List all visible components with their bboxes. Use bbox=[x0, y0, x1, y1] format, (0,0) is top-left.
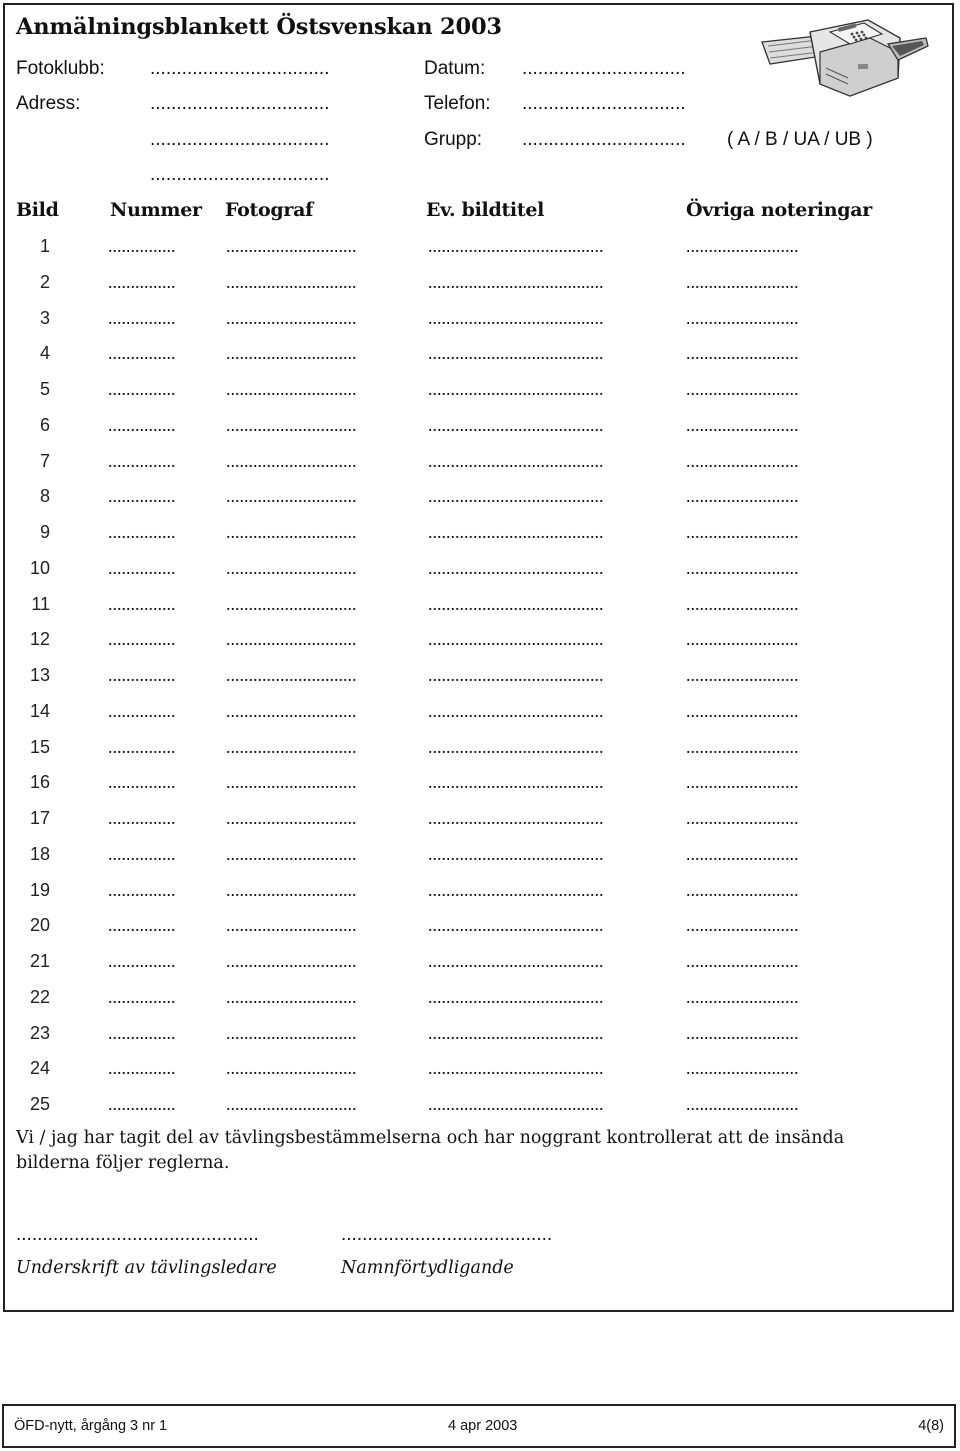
row-nummer-field[interactable]: ............... bbox=[108, 772, 176, 792]
row-noteringar-field[interactable]: ......................... bbox=[686, 1094, 799, 1114]
fax-machine-icon bbox=[760, 12, 930, 104]
row-noteringar-field[interactable]: ......................... bbox=[686, 415, 799, 435]
column-header-bild: Bild bbox=[16, 199, 59, 221]
row-number: 17 bbox=[29, 808, 50, 828]
row-nummer-field[interactable]: ............... bbox=[108, 808, 176, 828]
row-titel-field[interactable]: ....................................... bbox=[428, 701, 604, 721]
row-titel-field[interactable]: ....................................... bbox=[428, 522, 604, 542]
row-fotograf-field[interactable]: ............................. bbox=[226, 343, 357, 363]
adress-field-3[interactable]: .................................. bbox=[150, 164, 330, 185]
row-noteringar-field[interactable]: ......................... bbox=[686, 629, 799, 649]
adress-field-2[interactable]: .................................. bbox=[150, 129, 330, 150]
row-nummer-field[interactable]: ............... bbox=[108, 272, 176, 292]
row-titel-field[interactable]: ....................................... bbox=[428, 1094, 604, 1114]
grupp-options: ( A / B / UA / UB ) bbox=[727, 129, 873, 150]
row-number: 12 bbox=[29, 629, 50, 649]
row-fotograf-field[interactable]: ............................. bbox=[226, 415, 357, 435]
row-fotograf-field[interactable]: ............................. bbox=[226, 629, 357, 649]
row-noteringar-field[interactable]: ......................... bbox=[686, 844, 799, 864]
row-nummer-field[interactable]: ............... bbox=[108, 629, 176, 649]
row-noteringar-field[interactable]: ......................... bbox=[686, 1058, 799, 1078]
row-titel-field[interactable]: ....................................... bbox=[428, 379, 604, 399]
row-nummer-field[interactable]: ............... bbox=[108, 665, 176, 685]
row-fotograf-field[interactable]: ............................. bbox=[226, 272, 357, 292]
row-titel-field[interactable]: ....................................... bbox=[428, 308, 604, 328]
row-nummer-field[interactable]: ............... bbox=[108, 1023, 176, 1043]
row-number: 16 bbox=[29, 772, 50, 792]
row-titel-field[interactable]: ....................................... bbox=[428, 772, 604, 792]
telefon-field[interactable]: ............................... bbox=[522, 93, 686, 114]
row-noteringar-field[interactable]: ......................... bbox=[686, 236, 799, 256]
row-fotograf-field[interactable]: ............................. bbox=[226, 1023, 357, 1043]
row-number: 13 bbox=[29, 665, 50, 685]
row-titel-field[interactable]: ....................................... bbox=[428, 808, 604, 828]
row-titel-field[interactable]: ....................................... bbox=[428, 486, 604, 506]
row-number: 19 bbox=[29, 880, 50, 900]
row-number: 6 bbox=[39, 415, 50, 435]
row-fotograf-field[interactable]: ............................. bbox=[226, 987, 357, 1007]
row-number: 10 bbox=[29, 558, 50, 578]
datum-label: Datum: bbox=[424, 58, 486, 79]
row-fotograf-field[interactable]: ............................. bbox=[226, 772, 357, 792]
page-footer bbox=[2, 1404, 956, 1448]
row-titel-field[interactable]: ....................................... bbox=[428, 558, 604, 578]
row-number: 15 bbox=[29, 737, 50, 757]
row-fotograf-field[interactable]: ............................. bbox=[226, 665, 357, 685]
row-titel-field[interactable]: ....................................... bbox=[428, 844, 604, 864]
row-titel-field[interactable]: ....................................... bbox=[428, 737, 604, 757]
signature-label-namn: Namnförtydligande bbox=[341, 1258, 514, 1278]
row-nummer-field[interactable]: ............... bbox=[108, 415, 176, 435]
row-fotograf-field[interactable]: ............................. bbox=[226, 1094, 357, 1114]
row-titel-field[interactable]: ....................................... bbox=[428, 1023, 604, 1043]
row-nummer-field[interactable]: ............... bbox=[108, 522, 176, 542]
row-number: 20 bbox=[29, 915, 50, 935]
row-titel-field[interactable]: ....................................... bbox=[428, 629, 604, 649]
column-header-fotograf: Fotograf bbox=[225, 199, 313, 221]
row-noteringar-field[interactable]: ......................... bbox=[686, 486, 799, 506]
row-fotograf-field[interactable]: ............................. bbox=[226, 522, 357, 542]
row-noteringar-field[interactable]: ......................... bbox=[686, 951, 799, 971]
row-number: 7 bbox=[39, 451, 50, 471]
row-nummer-field[interactable]: ............... bbox=[108, 1094, 176, 1114]
row-fotograf-field[interactable]: ............................. bbox=[226, 236, 357, 256]
column-header-noteringar: Övriga noteringar bbox=[686, 199, 872, 221]
row-nummer-field[interactable]: ............... bbox=[108, 486, 176, 506]
row-noteringar-field[interactable]: ......................... bbox=[686, 808, 799, 828]
fotoklubb-field[interactable]: .................................. bbox=[150, 58, 330, 79]
row-fotograf-field[interactable]: ............................. bbox=[226, 701, 357, 721]
row-nummer-field[interactable]: ............... bbox=[108, 594, 176, 614]
row-titel-field[interactable]: ....................................... bbox=[428, 594, 604, 614]
row-nummer-field[interactable]: ............... bbox=[108, 343, 176, 363]
row-number: 9 bbox=[39, 522, 50, 542]
row-nummer-field[interactable]: ............... bbox=[108, 1058, 176, 1078]
row-noteringar-field[interactable]: ......................... bbox=[686, 558, 799, 578]
row-fotograf-field[interactable]: ............................. bbox=[226, 379, 357, 399]
row-number: 25 bbox=[29, 1094, 50, 1114]
row-number: 4 bbox=[39, 343, 50, 363]
row-number: 23 bbox=[29, 1023, 50, 1043]
row-number: 11 bbox=[31, 594, 50, 614]
row-titel-field[interactable]: ....................................... bbox=[428, 415, 604, 435]
row-fotograf-field[interactable]: ............................. bbox=[226, 951, 357, 971]
row-noteringar-field[interactable]: ......................... bbox=[686, 308, 799, 328]
row-nummer-field[interactable]: ............... bbox=[108, 737, 176, 757]
column-header-titel: Ev. bildtitel bbox=[426, 199, 545, 221]
row-fotograf-field[interactable]: ............................. bbox=[226, 558, 357, 578]
row-nummer-field[interactable]: ............... bbox=[108, 379, 176, 399]
row-number: 14 bbox=[29, 701, 50, 721]
row-number: 18 bbox=[29, 844, 50, 864]
row-nummer-field[interactable]: ............... bbox=[108, 844, 176, 864]
row-number: 3 bbox=[39, 308, 50, 328]
row-nummer-field[interactable]: ............... bbox=[108, 880, 176, 900]
row-fotograf-field[interactable]: ............................. bbox=[226, 486, 357, 506]
signature-line-namn[interactable]: ........................................ bbox=[341, 1224, 553, 1245]
row-noteringar-field[interactable]: ......................... bbox=[686, 701, 799, 721]
row-fotograf-field[interactable]: ............................. bbox=[226, 844, 357, 864]
row-fotograf-field[interactable]: ............................. bbox=[226, 880, 357, 900]
row-nummer-field[interactable]: ............... bbox=[108, 987, 176, 1007]
grupp-field[interactable]: ............................... bbox=[522, 129, 686, 150]
row-number: 21 bbox=[29, 951, 50, 971]
row-fotograf-field[interactable]: ............................. bbox=[226, 737, 357, 757]
row-fotograf-field[interactable]: ............................. bbox=[226, 808, 357, 828]
row-noteringar-field[interactable]: ......................... bbox=[686, 665, 799, 685]
row-noteringar-field[interactable]: ......................... bbox=[686, 379, 799, 399]
row-titel-field[interactable]: ....................................... bbox=[428, 236, 604, 256]
row-nummer-field[interactable]: ............... bbox=[108, 308, 176, 328]
row-noteringar-field[interactable]: ......................... bbox=[686, 1023, 799, 1043]
row-number: 2 bbox=[39, 272, 50, 292]
row-fotograf-field[interactable]: ............................. bbox=[226, 594, 357, 614]
row-fotograf-field[interactable]: ............................. bbox=[226, 1058, 357, 1078]
row-noteringar-field[interactable]: ......................... bbox=[686, 737, 799, 757]
datum-field[interactable]: ............................... bbox=[522, 58, 686, 79]
adress-label: Adress: bbox=[16, 93, 81, 114]
row-fotograf-field[interactable]: ............................. bbox=[226, 915, 357, 935]
row-noteringar-field[interactable]: ......................... bbox=[686, 772, 799, 792]
row-noteringar-field[interactable]: ......................... bbox=[686, 594, 799, 614]
row-noteringar-field[interactable]: ......................... bbox=[686, 915, 799, 935]
row-fotograf-field[interactable]: ............................. bbox=[226, 308, 357, 328]
telefon-label: Telefon: bbox=[424, 93, 491, 114]
row-noteringar-field[interactable]: ......................... bbox=[686, 343, 799, 363]
form-title: Anmälningsblankett Östsvenskan 2003 bbox=[16, 14, 502, 40]
row-nummer-field[interactable]: ............... bbox=[108, 951, 176, 971]
row-titel-field[interactable]: ....................................... bbox=[428, 1058, 604, 1078]
signature-line-ledare[interactable]: .............................................. bbox=[16, 1224, 259, 1245]
adress-field-1[interactable]: .................................. bbox=[150, 93, 330, 114]
row-noteringar-field[interactable]: ......................... bbox=[686, 272, 799, 292]
row-titel-field[interactable]: ....................................... bbox=[428, 987, 604, 1007]
row-titel-field[interactable]: ....................................... bbox=[428, 272, 604, 292]
declaration-text: Vi / jag har tagit del av tävlingsbestämmelserna och har noggrant kontrollerat att de insända bilderna följer reglerna. bbox=[16, 1128, 845, 1173]
row-number: 5 bbox=[39, 379, 50, 399]
grupp-label: Grupp: bbox=[424, 129, 483, 150]
row-fotograf-field[interactable]: ............................. bbox=[226, 451, 357, 471]
row-noteringar-field[interactable]: ......................... bbox=[686, 522, 799, 542]
row-nummer-field[interactable]: ............... bbox=[108, 915, 176, 935]
row-noteringar-field[interactable]: ......................... bbox=[686, 880, 799, 900]
row-number: 22 bbox=[29, 987, 50, 1007]
signature-label-ledare: Underskrift av tävlingsledare bbox=[16, 1258, 277, 1278]
row-noteringar-field[interactable]: ......................... bbox=[686, 987, 799, 1007]
row-nummer-field[interactable]: ............... bbox=[108, 558, 176, 578]
row-number: 24 bbox=[29, 1058, 50, 1078]
row-titel-field[interactable]: ....................................... bbox=[428, 451, 604, 471]
footer-publication: ÖFD-nytt, årgång 3 nr 1 bbox=[14, 1418, 168, 1434]
row-nummer-field[interactable]: ............... bbox=[108, 701, 176, 721]
row-number: 1 bbox=[39, 236, 50, 256]
row-noteringar-field[interactable]: ......................... bbox=[686, 451, 799, 471]
column-header-nummer: Nummer bbox=[110, 199, 202, 221]
row-titel-field[interactable]: ....................................... bbox=[428, 343, 604, 363]
row-titel-field[interactable]: ....................................... bbox=[428, 665, 604, 685]
row-nummer-field[interactable]: ............... bbox=[108, 451, 176, 471]
row-titel-field[interactable]: ....................................... bbox=[428, 915, 604, 935]
fotoklubb-label: Fotoklubb: bbox=[16, 58, 105, 79]
footer-date: 4 apr 2003 bbox=[448, 1418, 518, 1434]
row-number: 8 bbox=[39, 486, 50, 506]
row-titel-field[interactable]: ....................................... bbox=[428, 951, 604, 971]
row-nummer-field[interactable]: ............... bbox=[108, 236, 176, 256]
row-titel-field[interactable]: ....................................... bbox=[428, 880, 604, 900]
footer-page-number: 4(8) bbox=[918, 1418, 944, 1434]
